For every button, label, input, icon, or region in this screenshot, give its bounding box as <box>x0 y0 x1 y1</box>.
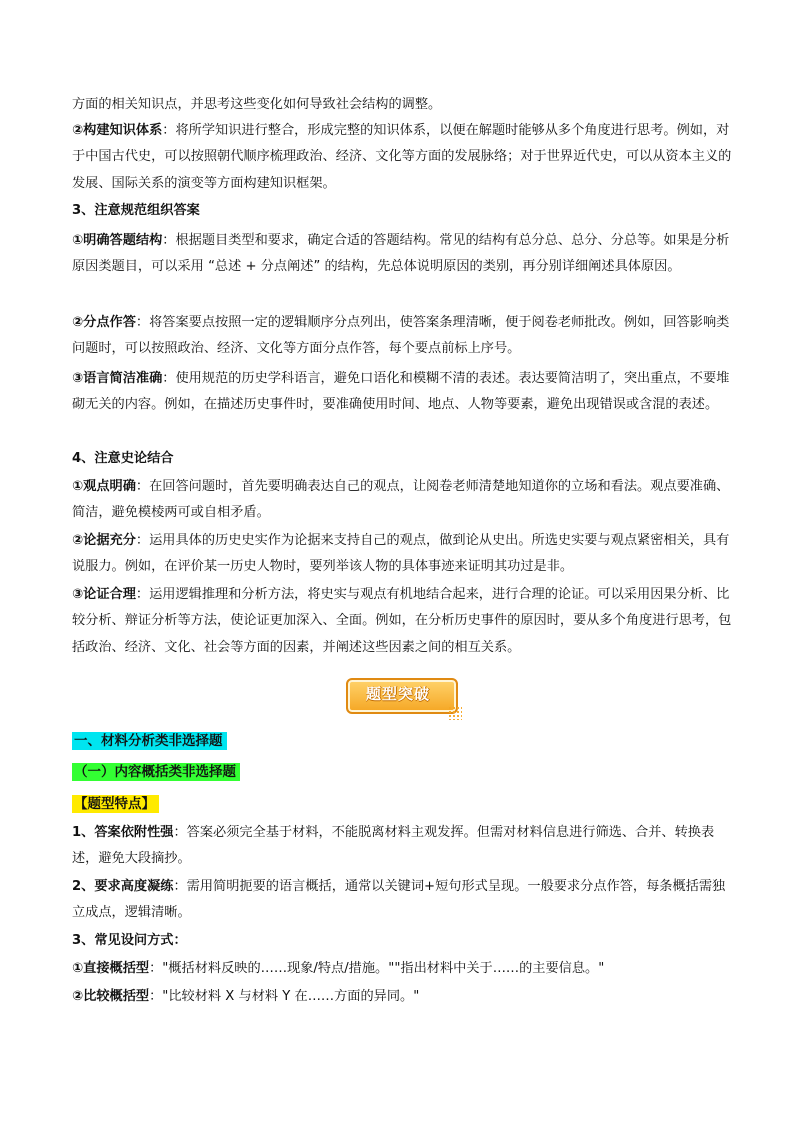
section-title-material-analysis: 一、材料分析类非选择题 <box>72 731 227 751</box>
lead-text: ②比较概括型 <box>72 989 150 1004</box>
banner-dots-decoration <box>448 706 462 720</box>
lead-text: ②论据充分 <box>72 533 136 548</box>
heading-4: 4、注意史论结合 <box>72 451 174 466</box>
lead-text: ①明确答题结构 <box>72 233 163 248</box>
lead-text: 2、要求高度凝练 <box>72 879 174 894</box>
banner-title: 题型突破 <box>365 685 430 703</box>
feature-item-3: 3、常见设问方式： <box>72 933 187 948</box>
feature-item-4: ①直接概括型："概括材料反映的……现象/特点/措施。""指出材料中关于……的主要信息。" <box>72 961 605 976</box>
lead-text: ③语言简洁准确 <box>72 371 163 386</box>
paragraph-argument: ③论证合理：运用逻辑推理和分析方法，将史实与观点有机地结合起来，进行合理的论证。可以采用因果分析、比较分析、辩证分析等方法，使论证更加深入、全面。例如，在分析历史事件的原因时，要从多个角度进行思考，包括政治、经济、文化、社会等方面的因素，并阐述这些因素之间的相互关系。 <box>72 587 732 655</box>
feature-item-2: 2、要求高度凝练：需用简明扼要的语言概括，通常以关键词+短句形式呈现。一般要求分点作答，每条概括需独立成点，逻辑清晰。 <box>72 879 726 921</box>
paragraph-point-answer: ②分点作答：将答案要点按照一定的逻辑顺序分点列出，使答案条理清晰，便于阅卷老师批改。例如，回答影响类问题时，可以按照政治、经济、文化等方面分点作答，每个要点前标上序号。 <box>72 315 730 357</box>
paragraph-continuation: 方面的相关知识点，并思考这些变化如何导致社会结构的调整。 <box>72 97 442 112</box>
heading-3: 3、注意规范组织答案 <box>72 203 200 218</box>
subsection-title-content-summary: （一）内容概括类非选择题 <box>72 762 240 782</box>
paragraph-evidence: ②论据充分：运用具体的历史史实作为论据来支持自己的观点，做到论从史出。所选史实要与观点紧密相关，具有说服力。例如，在评价某一历史人物时，要列举该人物的具体事迹来证明其功过是非。 <box>72 533 730 575</box>
paragraph-clear-view: ①观点明确：在回答问题时，首先要明确表达自己的观点，让阅卷老师清楚地知道你的立场和看法。观点要准确、简洁，避免模棱两可或自相矛盾。 <box>72 479 730 521</box>
lead-text: ②构建知识体系 <box>72 123 163 138</box>
paragraph-build-knowledge: ②构建知识体系：将所学知识进行整合，形成完整的知识体系，以便在解题时能够从多个角度进行思考。例如，对于中国古代史，可以按照朝代顺序梳理政治、经济、文化等方面的发展脉络；对于世界近代史，可以从资本主义的发展、国际关系的演变等方面构建知识框架。 <box>72 123 732 191</box>
lead-text: 1、答案依附性强 <box>72 825 174 840</box>
lead-text: ③论证合理 <box>72 587 136 602</box>
paragraph-answer-structure: ①明确答题结构：根据题目类型和要求，确定合适的答题结构。常见的结构有总分总、总分、分总等。如果是分析原因类题目，可以采用 “总述 + 分点阐述” 的结构，先总体说明原因的类别，再分别详细阐述具体原因。 <box>72 233 730 275</box>
feature-item-5: ②比较概括型："比较材料 X 与材料 Y 在……方面的异同。" <box>72 989 420 1004</box>
section-banner <box>342 674 460 716</box>
lead-text: ①直接概括型 <box>72 961 150 976</box>
lead-text: ①观点明确 <box>72 479 136 494</box>
paragraph-concise-language: ③语言简洁准确：使用规范的历史学科语言，避免口语化和模糊不清的表述。表达要简洁明了，突出重点，不要堆砌无关的内容。例如，在描述历史事件时，要准确使用时间、地点、人物等要素，避免出现错误或含混的表述。 <box>72 371 730 413</box>
lead-text: ②分点作答 <box>72 315 136 330</box>
features-title: 【题型特点】 <box>72 794 159 814</box>
feature-item-1: 1、答案依附性强：答案必须完全基于材料，不能脱离材料主观发挥。但需对材料信息进行筛选、合并、转换表述，避免大段摘抄。 <box>72 825 715 867</box>
